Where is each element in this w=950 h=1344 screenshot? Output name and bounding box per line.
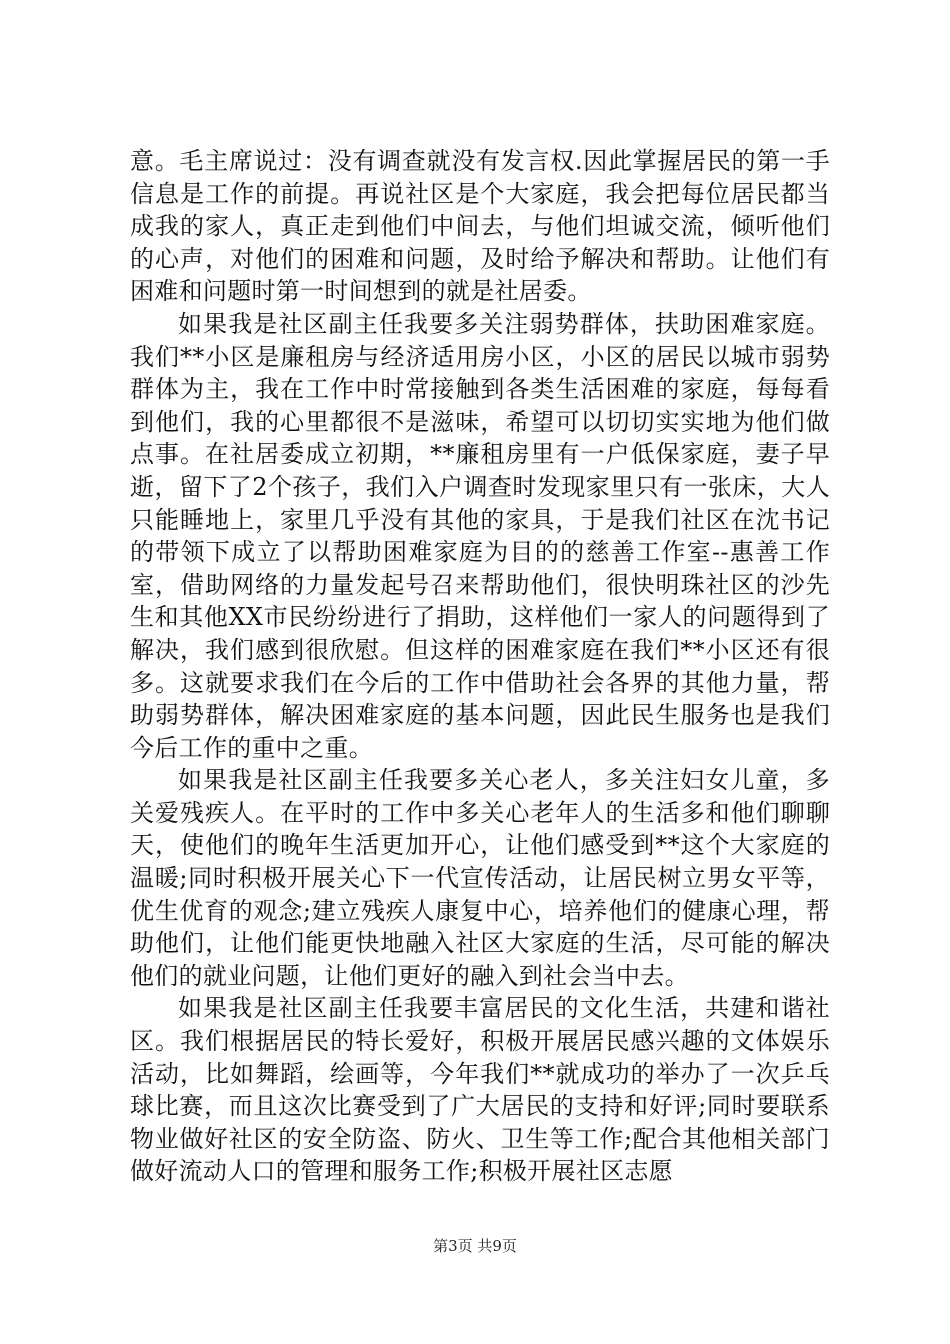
paragraph-3: 如果我是社区副主任我要多关心老人，多关注妇女儿童，多关爱残疾人。在平时的工作中多关心老年人的生活多和他们聊聊天，使他们的晚年生活更加开心，让他们感受到**这个大家庭的温暖;同时积极开展关心下一代宣传活动，让居民树立男女平等，优生优育的观念;建立残疾人康复中心，培养他们的健康心理，帮助他们，让他们能更快地融入社区大家庭的生活，尽可能的解决他们的就业问题，让他们更好的融入到社会当中去。 <box>130 766 830 990</box>
paragraph-1: 意。毛主席说过：没有调查就没有发言权.因此掌握居民的第一手信息是工作的前提。再说社区是个大家庭，我会把每位居民都当成我的家人，真正走到他们中间去，与他们坦诚交流，倾听他们的心声，对他们的困难和问题，及时给予解决和帮助。让他们有困难和问题时第一时间想到的就是社居委。 <box>130 147 830 306</box>
document-body <box>130 145 830 1188</box>
paragraph-2: 如果我是社区副主任我要多关注弱势群体，扶助困难家庭。我们**小区是廉租房与经济适用房小区，小区的居民以城市弱势群体为主，我在工作中时常接触到各类生活困难的家庭，每每看到他们，我的心里都很不是滋味，希望可以切切实实地为他们做点事。在社居委成立初期，**廉租房里有一户低保家庭，妻子早逝，留下了2个孩子，我们入户调查时发现家里只有一张床，大人只能睡地上，家里几乎没有其他的家具，于是我们社区在沈书记的带领下成立了以帮助困难家庭为目的的慈善工作室--惠善工作室，借助网络的力量发起号召来帮助他们，很快明珠社区的沙先生和其他XX市民纷纷进行了捐助，这样他们一家人的问题得到了解决，我们感到很欣慰。但这样的困难家庭在我们**小区还有很多。这就要求我们在今后的工作中借助社会各界的其他力量，帮助弱势群体，解决困难家庭的基本问题，因此民生服务也是我们今后工作的重中之重。 <box>130 309 830 762</box>
page-number-footer: 第3页 共9页 <box>433 1237 517 1255</box>
paragraph-4: 如果我是社区副主任我要丰富居民的文化生活，共建和谐社区。我们根据居民的特长爱好，积极开展居民感兴趣的文体娱乐活动，比如舞蹈，绘画等，今年我们**就成功的举办了一次乒乓球比赛，而且这次比赛受到了广大居民的支持和好评;同时要联系物业做好社区的安全防盗、防火、卫生等工作;配合其他相关部门做好流动人口的管理和服务工作;积极开展社区志愿 <box>130 994 830 1186</box>
